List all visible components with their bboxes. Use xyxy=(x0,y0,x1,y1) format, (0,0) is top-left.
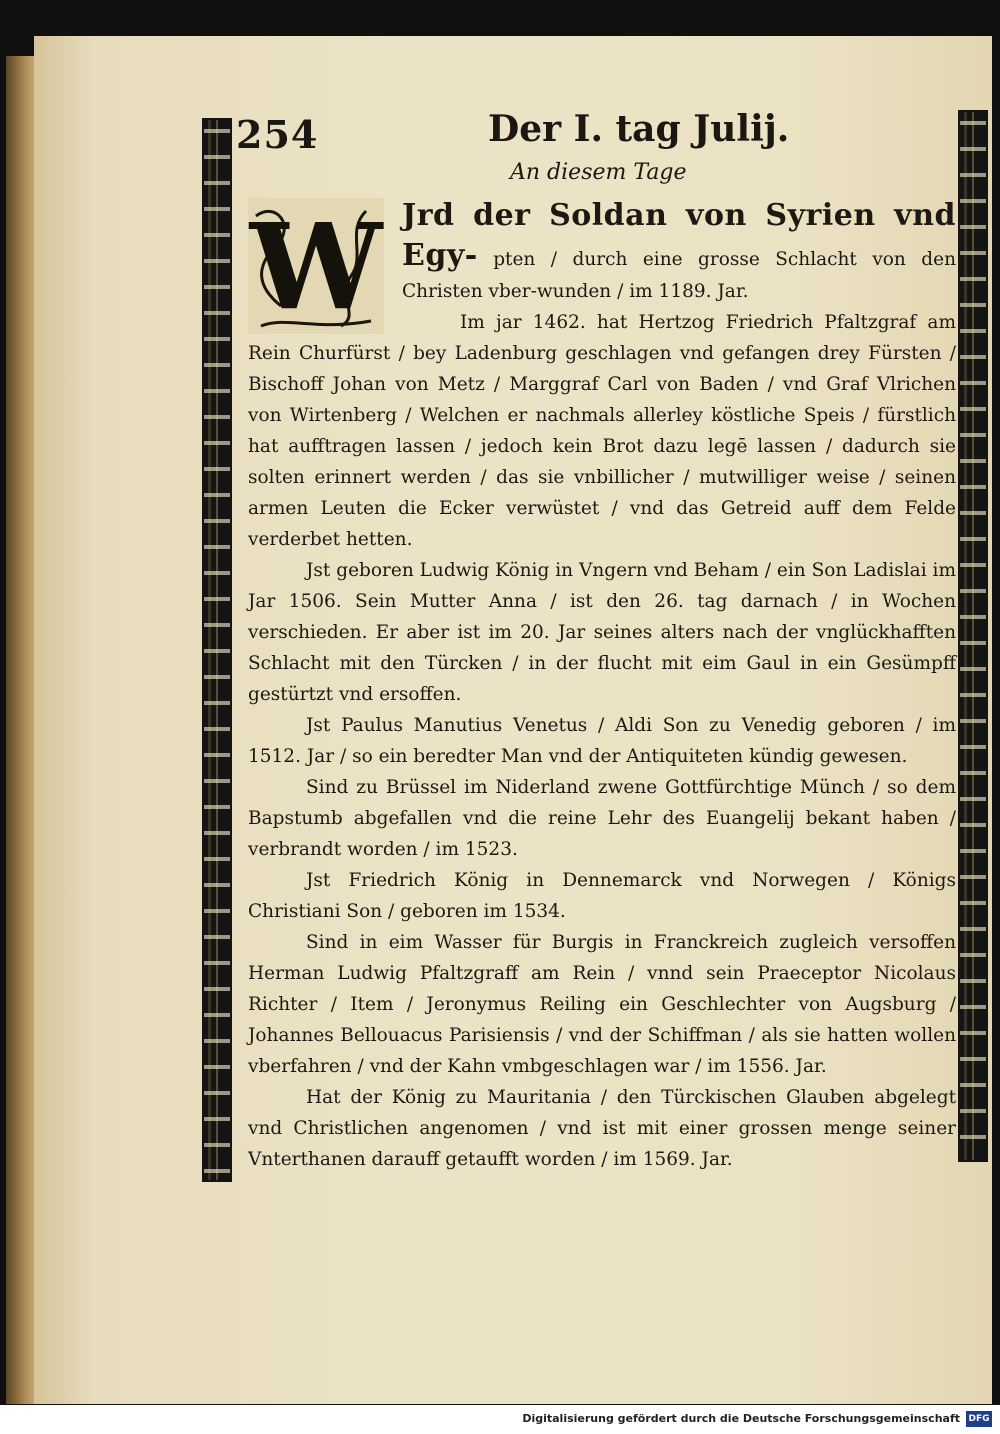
ornamental-border-right xyxy=(958,110,988,1162)
lead-line: Jrd der Soldan von Syrien vnd Egy- xyxy=(402,198,956,273)
paragraph-8: Hat der König zu Mauritania / den Türckischen Glauben abgelegt vnd Christlichen angenomen / vnd ist mit einer grossen menge seiner Vnterthanen darauff getaufft worden / im 1569. Jar. xyxy=(248,1087,956,1170)
paragraph-3: Jst geboren Ludwig König in Vngern vnd Beham / ein Son Ladislai im Jar 1506. Sein Mutter Anna / ist den 26. tag darnach / in Wochen verschieden. Er aber ist im 20. Jar seines alters nach der vnglückhafften Schlacht mit den Türcken / in der flucht mit eim Gaul in ein Gesümpff gestürtzt vnd ersoffen. xyxy=(248,560,956,705)
footer-bar xyxy=(0,1405,1000,1434)
initial-letter: W xyxy=(249,197,383,336)
paragraph-6: Jst Friedrich König in Dennemarck vnd Norwegen / Königs Christiani Son / geboren im 1534. xyxy=(248,870,956,922)
paragraph-7: Sind in eim Wasser für Burgis in Franckreich zugleich versoffen Herman Ludwig Pfaltzgraff am Rein / vnnd sein Praeceptor Nicolaus Richter / Item / Jeronymus Reiling ein Geschlechter von Augsburg / Johannes Bellouacus Parisiensis / vnd der Schiffman / als sie hatten wollen vberfahren / vnd der Kahn vmbgeschlagen war / im 1556. Jar. xyxy=(248,932,956,1077)
page-number: 254 xyxy=(236,112,319,157)
paragraph-2: Im jar 1462. hat Hertzog Friedrich Pfaltzgraf am Rein Churfürst / bey Ladenburg geschlagen vnd gefangen drey Fürsten / Bischoff Johan von Metz / Marggraf Carl von Baden / vnd Graf Vlrichen von Wirtenberg / Welchen er nachmals allerley köstliche Speis / fürstlich hat aufftragen lassen / jedoch kein Brot dazu legē lassen / dadurch sie solten erinnert werden / das sie vnbillicher / mutwilliger weise / seinen armen Leuten die Ecker verwüstet / vnd das Getreid auff dem Felde verderbet hetten. xyxy=(248,312,956,550)
paragraph-5: Sind zu Brüssel im Niderland zwene Gottfürchtige Münch / so dem Bapstumb abgefallen vnd die reine Lehr des Euangelij bekant haben / verbrandt worden / im 1523. xyxy=(248,777,956,860)
paragraph-1 xyxy=(248,196,956,307)
body-text xyxy=(248,196,956,1175)
running-head: Der I. tag Julij. xyxy=(488,108,790,150)
sub-head: An diesem Tage xyxy=(510,160,687,185)
paragraph-4: Jst Paulus Manutius Venetus / Aldi Son zu Venedig geboren / im 1512. Jar / so ein beredter Man vnd der Antiquiteten kündig gewesen. xyxy=(248,715,956,767)
paragraph-1-text: pten / durch eine grosse Schlacht von den Christen vber-wunden / im 1189. Jar. xyxy=(402,249,956,302)
footer-credit: Digitalisierung gefördert durch die Deutsche Forschungsgemeinschaft xyxy=(522,1412,960,1425)
page-edge xyxy=(6,56,36,1404)
dfg-logo: DFG xyxy=(966,1411,992,1427)
ornamental-border-left xyxy=(202,118,232,1182)
